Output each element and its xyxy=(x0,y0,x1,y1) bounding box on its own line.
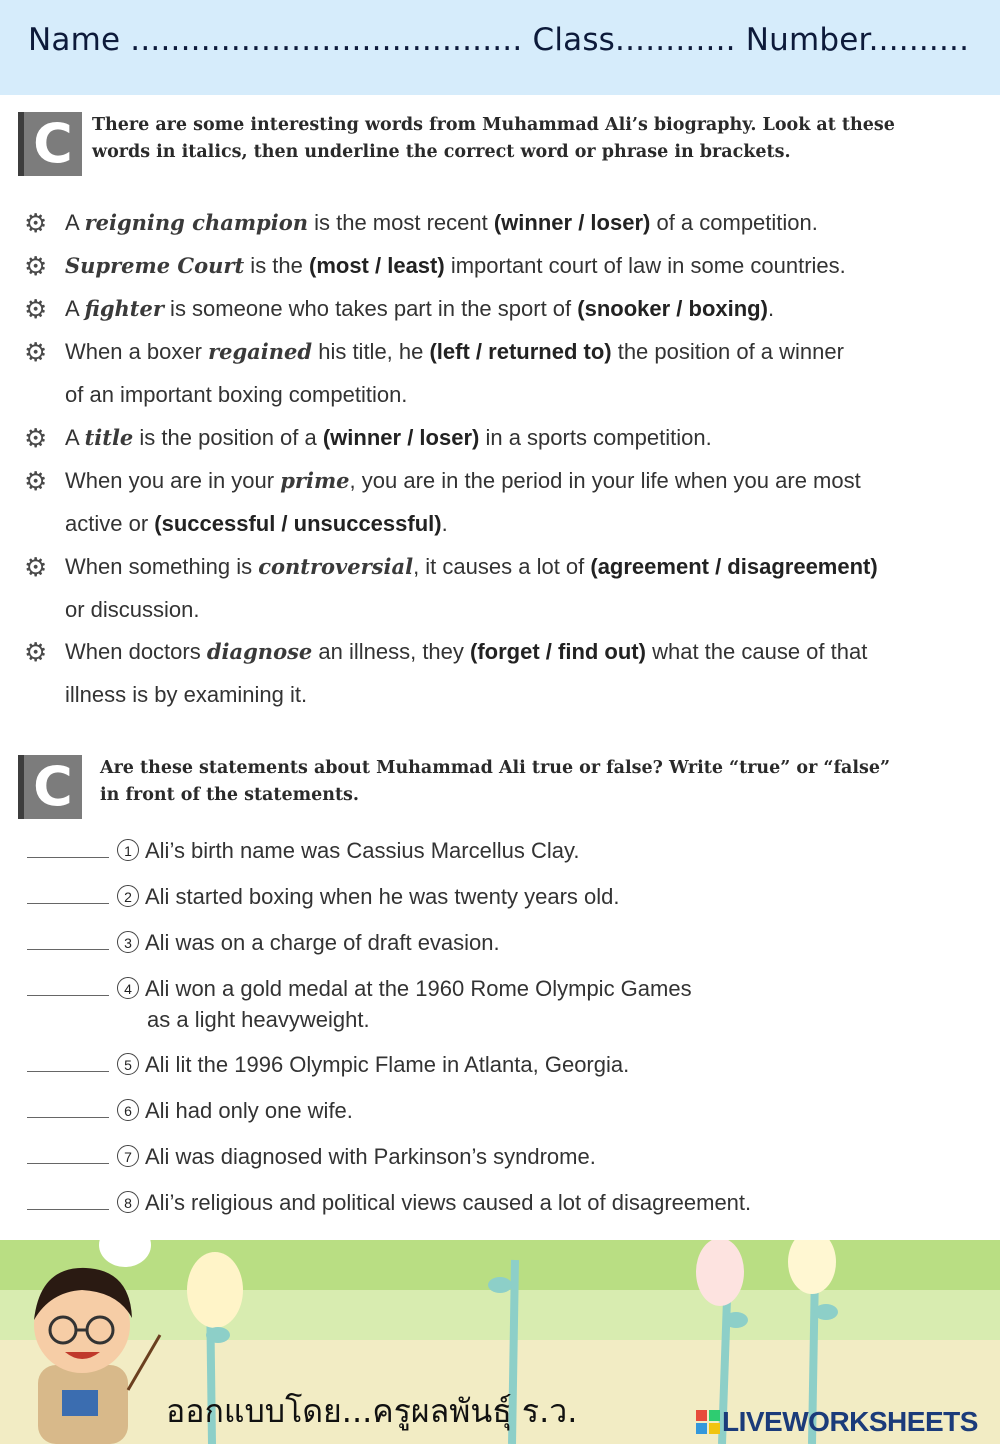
statement-text-continued: as a light heavyweight. xyxy=(147,1007,370,1032)
statement-row xyxy=(27,973,927,1035)
answer-blank[interactable] xyxy=(27,931,109,950)
statement-row xyxy=(27,1049,927,1080)
italic-term: fighter xyxy=(84,296,164,321)
item-text: When a boxer xyxy=(65,339,209,364)
answer-choices[interactable]: (most / least) xyxy=(309,253,445,278)
vocab-item xyxy=(24,287,964,330)
instruction-line: Are these statements about Muhammad Ali true or false? Write “true” or “false” xyxy=(100,758,891,778)
statement-text: Ali had only one wife. xyxy=(145,1098,353,1123)
brand-text: LIVEWORKSHEETS xyxy=(722,1406,978,1437)
answer-blank[interactable] xyxy=(27,1191,109,1210)
liveworksheets-brand[interactable] xyxy=(696,1406,978,1438)
italic-term: regained xyxy=(208,339,313,364)
vocab-item xyxy=(24,630,964,716)
gear-bullet-icon: ⚙ xyxy=(24,337,48,367)
answer-choices[interactable]: (agreement / disagreement) xyxy=(590,554,878,579)
statement-number: 5 xyxy=(117,1053,139,1075)
gear-bullet-icon: ⚙ xyxy=(24,208,48,238)
section1-instruction xyxy=(92,112,992,166)
item-text: is the most recent xyxy=(308,210,494,235)
statement-text: Ali was diagnosed with Parkinson’s syndrome. xyxy=(145,1144,596,1169)
statement-number: 4 xyxy=(117,977,139,999)
statement-text: Ali started boxing when he was twenty years old. xyxy=(145,884,620,909)
gear-bullet-icon: ⚙ xyxy=(24,294,48,324)
item-text: A xyxy=(65,425,85,450)
italic-term: Supreme Court xyxy=(65,253,245,278)
item-text-continued: or discussion. xyxy=(65,597,200,622)
statement-text: Ali lit the 1996 Olympic Flame in Atlanta, Georgia. xyxy=(145,1052,630,1077)
name-class-number-line: Name ....................................... Class............ Number.......... xyxy=(28,22,970,58)
item-text: , you are in the period in your life when you are most xyxy=(349,468,861,493)
statement-row xyxy=(27,927,927,958)
section1-heading xyxy=(18,112,988,182)
italic-term: reigning champion xyxy=(84,210,308,235)
gear-bullet-icon: ⚙ xyxy=(24,251,48,281)
liveworksheets-logo-icon xyxy=(696,1410,720,1434)
item-text-continued: active or xyxy=(65,511,155,536)
vocab-item xyxy=(24,416,964,459)
answer-choices[interactable]: (left / returned to) xyxy=(429,339,612,364)
statement-row xyxy=(27,835,927,866)
italic-term: controversial xyxy=(258,554,414,579)
statement-number: 3 xyxy=(117,931,139,953)
statement-number: 1 xyxy=(117,839,139,861)
answer-blank[interactable] xyxy=(27,1053,109,1072)
statement-row xyxy=(27,881,927,912)
answer-choices[interactable]: (snooker / boxing) xyxy=(577,296,768,321)
answer-blank[interactable] xyxy=(27,977,109,996)
item-text: . xyxy=(441,511,448,536)
instruction-line: words in italics, then underline the correct word or phrase in brackets. xyxy=(92,142,791,162)
answer-blank[interactable] xyxy=(27,885,109,904)
gear-bullet-icon: ⚙ xyxy=(24,637,48,667)
statement-text: Ali was on a charge of draft evasion. xyxy=(145,930,500,955)
answer-choices[interactable]: (successful / unsuccessful) xyxy=(154,511,442,536)
item-text: important court of law in some countries. xyxy=(444,253,846,278)
item-text: an illness, they xyxy=(312,639,471,664)
item-text: , it causes a lot of xyxy=(413,554,591,579)
item-text: is someone who takes part in the sport of xyxy=(163,296,578,321)
item-text: When something is xyxy=(65,554,259,579)
statement-row xyxy=(27,1187,927,1218)
item-text: of a competition. xyxy=(650,210,818,235)
item-text: A xyxy=(65,296,85,321)
vocab-item xyxy=(24,330,964,416)
gear-bullet-icon: ⚙ xyxy=(24,552,48,582)
instruction-line: There are some interesting words from Muhammad Ali’s biography. Look at these xyxy=(92,115,895,135)
vocab-item xyxy=(24,459,964,545)
statement-number: 8 xyxy=(117,1191,139,1213)
statement-text: Ali won a gold medal at the 1960 Rome Olympic Games xyxy=(145,976,692,1001)
item-text-continued: of an important boxing competition. xyxy=(65,382,408,407)
answer-blank[interactable] xyxy=(27,839,109,858)
item-text: is the position of a xyxy=(133,425,323,450)
statement-number: 7 xyxy=(117,1145,139,1167)
item-text: A xyxy=(65,210,85,235)
statement-number: 2 xyxy=(117,885,139,907)
item-text: . xyxy=(767,296,775,321)
section-badge: C xyxy=(18,112,82,176)
vocab-item xyxy=(24,201,964,244)
item-text: When doctors xyxy=(65,639,207,664)
answer-blank[interactable] xyxy=(27,1145,109,1164)
item-text: what the cause of that xyxy=(645,639,868,664)
item-text: in a sports competition. xyxy=(479,425,712,450)
instruction-line: in front of the statements. xyxy=(100,785,360,805)
item-text: the position of a winner xyxy=(611,339,844,364)
italic-term: prime xyxy=(280,468,350,493)
section2-heading xyxy=(18,755,988,825)
answer-choices[interactable]: (winner / loser) xyxy=(322,425,480,450)
designer-credit: ออกแบบโดย...ครูผลพันธุ์ ร.ว. xyxy=(166,1392,578,1430)
item-text-continued: illness is by examining it. xyxy=(65,682,308,707)
statement-text: Ali’s religious and political views caused a lot of disagreement. xyxy=(145,1190,752,1215)
italic-term: diagnose xyxy=(206,639,313,664)
statement-number: 6 xyxy=(117,1099,139,1121)
item-text: his title, he xyxy=(312,339,430,364)
section2-instruction xyxy=(100,755,1000,809)
statement-row xyxy=(27,1095,927,1126)
gear-bullet-icon: ⚙ xyxy=(24,423,48,453)
answer-choices[interactable]: (forget / find out) xyxy=(470,639,646,664)
vocab-item xyxy=(24,545,964,631)
statement-row xyxy=(27,1141,927,1172)
answer-choices[interactable]: (winner / loser) xyxy=(493,210,651,235)
vocab-item xyxy=(24,244,964,287)
teacher-cartoon-icon xyxy=(34,1268,160,1444)
statement-text: Ali’s birth name was Cassius Marcellus Clay. xyxy=(145,838,580,863)
answer-blank[interactable] xyxy=(27,1099,109,1118)
header-band xyxy=(0,0,1000,95)
section-badge: C xyxy=(18,755,82,819)
italic-term: title xyxy=(84,425,134,450)
item-text: is the xyxy=(244,253,309,278)
gear-bullet-icon: ⚙ xyxy=(24,466,48,496)
item-text: When you are in your xyxy=(65,468,281,493)
